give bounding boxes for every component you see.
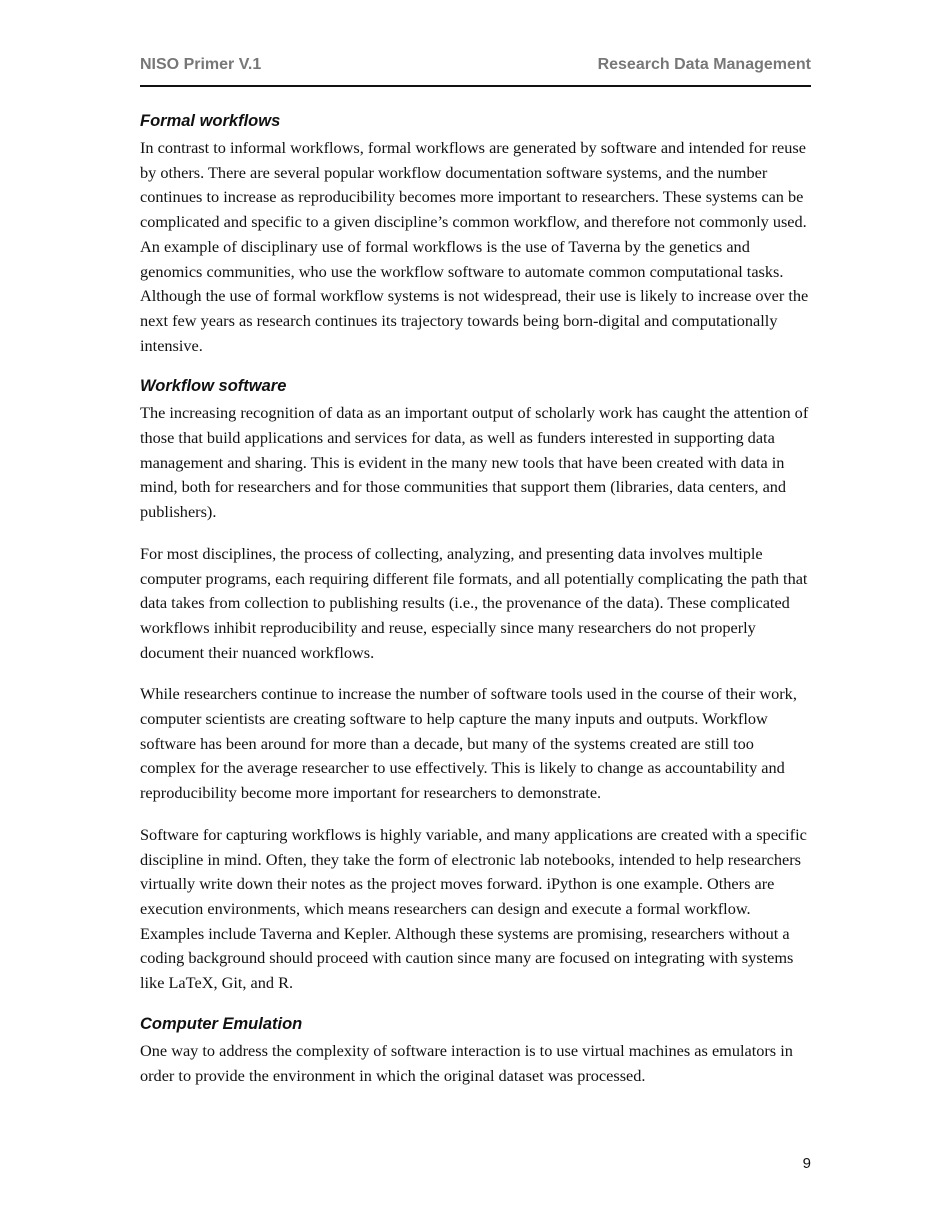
running-header (140, 55, 811, 87)
section-workflow-software (140, 375, 811, 995)
section-computer-emulation (140, 1013, 811, 1088)
section-heading: Computer Emulation (140, 1014, 303, 1033)
header-document-title: Research Data Management (597, 56, 811, 73)
paragraph: For most disciplines, the process of collecting, analyzing, and presenting data involves multiple computer programs, each requiring different file formats, and all potentially complicating the path that data takes from collection to publishing results (i.e., the provenance of the data). These complicated workflows inhibit reproducibility and reuse, especially since many researchers do not properly document their nuanced workflows. (140, 543, 808, 662)
document-page (140, 0, 811, 1230)
section-heading: Workflow software (140, 377, 287, 396)
paragraph: The increasing recognition of data as an important output of scholarly work has caught the attention of those that build applications and services for data, as well as funders interested in supporting data management and sharing. This is evident in the many new tools that have been created with data in mind, both for researchers and for those communities that support them (libraries, data centers, and publishers). (140, 403, 809, 522)
paragraph: Software for capturing workflows is highly variable, and many applications are created with a specific discipline in mind. Often, they take the form of electronic lab notebooks, intended to help researchers virtually write down their notes as the project moves forward. iPython is one example. Others are execution environments, which means researchers can design and execute a formal workflow. Examples include Taverna and Kepler. Although these systems are promising, researchers without a coding background should proceed with caution since many are focused on integrating with systems like LaTeX, Git, and R. (140, 824, 807, 993)
paragraph: While researchers continue to increase the number of software tools used in the course of their work, computer scientists are creating software to help capture the many inputs and outputs. Workflow software has been around for more than a decade, but many of the systems created are still too complex for the average researcher to use effectively. This is likely to change as accountability and reproducibility become more important for researchers to demonstrate. (140, 684, 797, 803)
section-formal-workflows (140, 110, 811, 358)
section-heading: Formal workflows (140, 112, 281, 130)
page-number: 9 (802, 1155, 811, 1172)
paragraph: One way to address the complexity of software interaction is to use virtual machines as emulators in order to provide the environment in which the original dataset was processed. (140, 1040, 793, 1085)
header-series-title: NISO Primer V.1 (140, 56, 262, 73)
body-content (140, 110, 811, 1105)
paragraph: In contrast to informal workflows, formal workflows are generated by software and intended for reuse by others. There are several popular workflow documentation software systems, and the number continues to increase as reproducibility becomes more important to researchers. These systems can be complicated and specific to a given discipline’s common workflow, and therefore not commonly used. An example of disciplinary use of formal workflows is the use of Taverna by the genetics and genomics communities, who use the workflow software to automate common computational tasks. Although the use of formal workflow systems is not widespread, their use is likely to increase over the next few years as research continues its trajectory towards being born-digital and computationally intensive. (140, 138, 809, 355)
